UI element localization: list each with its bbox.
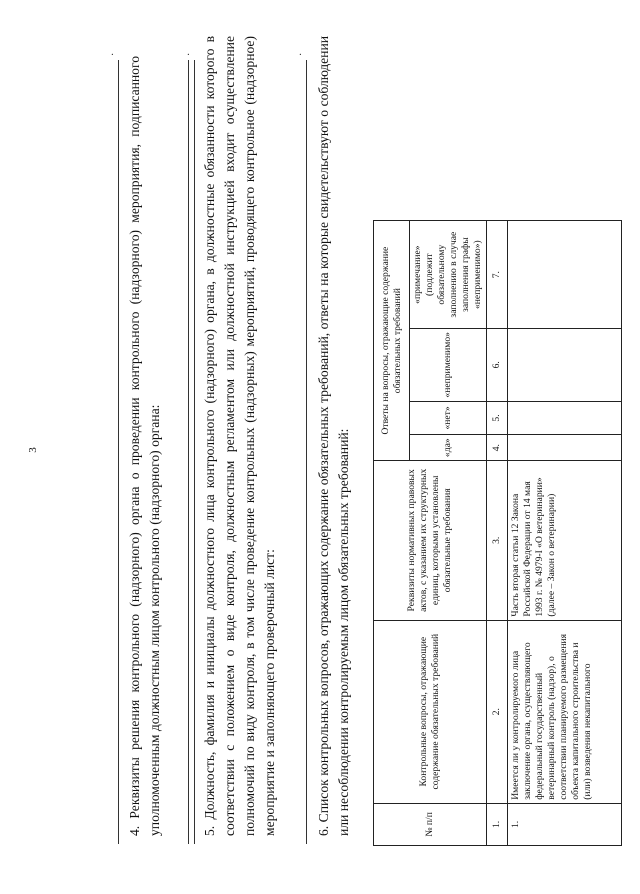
answer-yes-cell[interactable] [508,435,622,461]
line-end-mark: · [108,52,119,56]
section-4-text: 4. Реквизиты решения контрольного (надзорного) органа о проведении контрольного (надзорного) мероприятия, подписанного уполномоченным должностным лицом контрольного (надзорного) органа: [127,56,162,836]
section-4-answer-line [188,60,189,844]
section-6 [314,36,354,836]
section-6-text: 6. Список контрольных вопросов, отражающих содержание обязательных требований, ответы на которые свидетельствуют о соблюдении или несоблюдении контролируемым лицом обязательных требований: [316,36,351,836]
column-number: 6. [487,329,508,402]
table-row [508,46,622,846]
page-number: 3 [26,447,39,453]
section-4-top-line [118,60,119,844]
column-number: 3. [487,461,508,621]
row-question: Имеется ли у контролируемого лица заключение органа, осуществляющего федеральный государственный ветеринарный контроль (надзор), о соответствии планируемого размещения объекта капитального строительства и (или) возведения некапитального [508,620,622,803]
answer-no-cell[interactable] [508,401,622,435]
header-answers: Ответы на вопросы, отражающие содержание обязательных требований [374,221,410,461]
section-5-answer-line [306,60,307,844]
section-5-top-line [194,60,195,844]
checklist-table [373,46,622,846]
line-end-mark: · [296,52,307,56]
answer-note-cell[interactable] [508,221,622,329]
section-5-text: 5. Должность, фамилия и инициалы должностного лица контрольного (надзорного) органа, в должностные обязанности которого в соответствии с положением о виде контроля, должностным регламентом или должностной инструкцией входит осуществление полномочий по виду контроля, в том числе проведение контрольных (надзорных) мероприятий, проводящего контрольное (надзорное) мероприятие и заполняющего проверочный лист: [202,36,277,836]
header-yes: «да» [410,435,487,461]
answer-na-cell[interactable] [508,329,622,402]
header-no: «нет» [410,401,487,435]
header-na: «неприменимо» [410,329,487,402]
document-sheet [0,10,640,884]
header-question: Контрольные вопросы, отражающие содержание обязательных требований [374,620,487,803]
column-number: 5. [487,401,508,435]
column-number: 2. [487,620,508,803]
section-4 [125,56,165,836]
row-number: 1. [508,803,622,845]
header-num: № п/п [374,803,487,845]
section-5 [200,36,280,836]
line-end-mark: · [184,52,195,56]
column-number: 7. [487,221,508,329]
row-requisites: Часть вторая статьи 12 Закона Российской Федерации от 14 мая 1993 г. № 4979-I «О ветеринарии» (далее – Закон о ветеринарии) [508,461,622,621]
header-note: «примечание» (подлежит обязательному заполнению в случае заполнения графы «неприменимо») [410,221,487,329]
column-number: 4. [487,435,508,461]
header-requisites: Реквизиты нормативных правовых актов, с указанием их структурных единиц, которыми установлены обязательные требования [374,461,487,621]
column-number: 1. [487,803,508,845]
